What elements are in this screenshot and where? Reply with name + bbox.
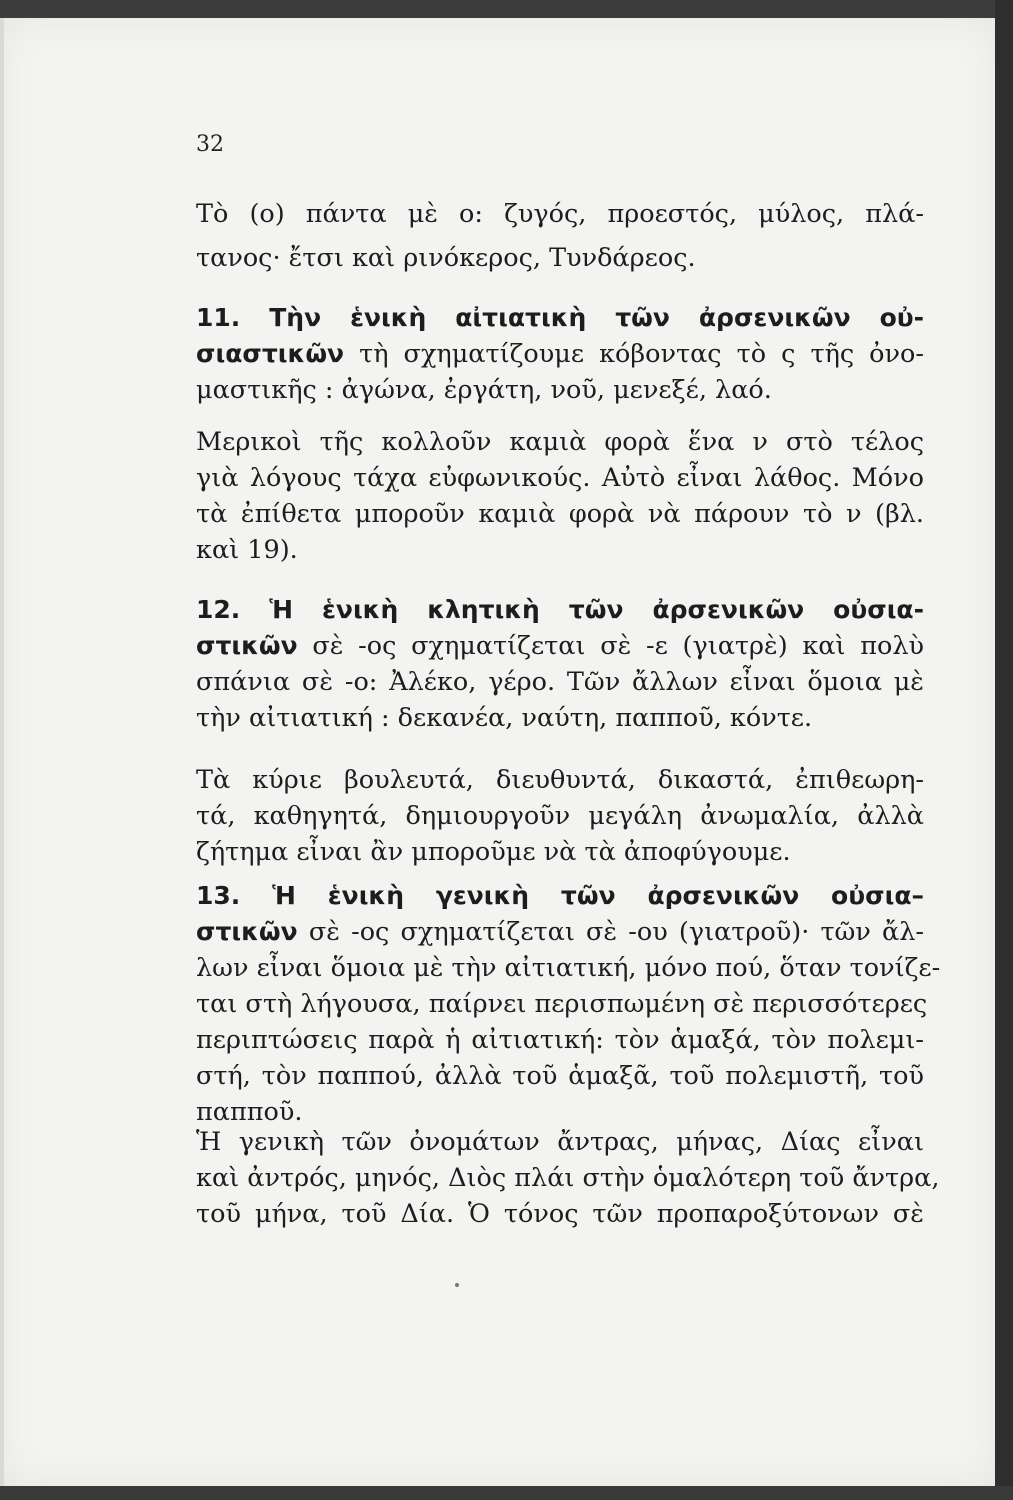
- text-fragment: τὴ σχηματίζουμε κόβοντας τὸ ς τῆς ὀνο-: [344, 339, 924, 369]
- text-line: στή, τὸν παππού, ἀλλὰ τοῦ ἁμαξᾶ, τοῦ πολεμιστῆ, τοῦ: [196, 1061, 924, 1091]
- text-line: μαστικῆς : ἀγώνα, ἐργάτη, νοῦ, μενεξέ, λαό.: [196, 375, 772, 405]
- text-line: ζήτημα εἶναι ἂν μποροῦμε νὰ τὰ ἀποφύγουμε.: [196, 837, 791, 867]
- scan-border-right: [995, 0, 1013, 1500]
- text-line: καὶ ἀντρός, μηνός, Διὸς πλάι στὴν ὁμαλότερη τοῦ ἄντρα,: [196, 1163, 940, 1193]
- text-line: τὴν αἰτιατική : δεκανέα, ναύτη, παπποῦ, κόντε.: [196, 703, 813, 733]
- scan-border-top: [0, 0, 1013, 18]
- text-line: [196, 628, 924, 664]
- section-number: 12.: [196, 595, 241, 624]
- text-line: τανος· ἔτσι καὶ ρινόκερος, Τυνδάρεος.: [196, 243, 696, 273]
- paragraph-1: [196, 196, 924, 276]
- section-12-heading: [196, 592, 924, 628]
- section-title-continued: στικῶν: [196, 917, 298, 946]
- section-11: [196, 300, 924, 408]
- print-speck: [455, 1283, 459, 1287]
- text-line: ται στὴ λήγουσα, παίρνει περισπωμένη σὲ περισσότερες: [196, 989, 928, 1019]
- text-line: παπποῦ.: [196, 1097, 303, 1127]
- text-line: τά, καθηγητά, δημιουργοῦν μεγάλη ἀνωμαλία, ἀλλὰ: [196, 801, 924, 831]
- text-line: Τὰ κύριε βουλευτά, διευθυντά, δικαστά, ἐπιθεωρη-: [196, 765, 924, 795]
- section-title-continued: σιαστικῶν: [196, 339, 345, 368]
- text-line: τοῦ μήνα, τοῦ Δία. Ὁ τόνος τῶν προπαροξύτονων σὲ: [196, 1199, 924, 1229]
- section-title-continued: στικῶν: [196, 631, 298, 660]
- text-line: σπάνια σὲ -ο: Ἀλέκο, γέρο. Τῶν ἄλλων εἶναι ὅμοια μὲ: [196, 667, 924, 697]
- text-fragment: σὲ -ος σχηματίζεται σὲ -ε (γιατρὲ) καὶ πολὺ: [297, 631, 924, 661]
- section-number: 13.: [196, 881, 241, 910]
- text-fragment: σὲ -ος σχηματίζεται σὲ -ου (γιατροῦ)· τῶν ἄλ-: [297, 917, 924, 947]
- text-line: λων εἶναι ὅμοια μὲ τὴν αἰτιατική, μόνο πού, ὅταν τονίζε-: [196, 953, 941, 983]
- scan-border-bottom: [0, 1486, 1013, 1500]
- paragraph-4: [196, 1124, 940, 1232]
- text-line: [196, 336, 924, 372]
- text-line: Τὸ (ο) πάντα μὲ ο: ζυγός, προεστός, μύλος, πλά-: [196, 199, 924, 229]
- text-line: καὶ 19).: [196, 535, 298, 565]
- section-11-heading: [196, 300, 924, 336]
- text-line: γιὰ λόγους τάχα εὐφωνικούς. Αὐτὸ εἶναι λάθος. Μόνο: [196, 463, 924, 493]
- section-number: 11.: [196, 303, 241, 332]
- section-12: [196, 592, 924, 736]
- text-line: τὰ ἐπίθετα μποροῦν καμιὰ φορὰ νὰ πάρουν τὸ ν (βλ.: [196, 499, 924, 529]
- section-13: [196, 878, 941, 1130]
- text-line: περιπτώσεις παρὰ ἡ αἰτιατική: τὸν ἁμαξά, τὸν πολεμι-: [196, 1025, 924, 1055]
- text-line: Μερικοὶ τῆς κολλοῦν καμιὰ φορὰ ἕνα ν στὸ τέλος: [196, 427, 924, 457]
- section-title: Ἡ ἑνικὴ κλητικὴ τῶν ἀρσενικῶν οὐσια-: [269, 595, 924, 624]
- section-title: Ἡ ἑνικὴ γενικὴ τῶν ἀρσενικῶν οὐσια–: [272, 881, 924, 910]
- paragraph-3: [196, 762, 924, 870]
- page-number: 32: [196, 132, 224, 157]
- page-edge: [0, 18, 4, 1486]
- paragraph-2: [196, 424, 924, 568]
- text-line: Ἡ γενικὴ τῶν ὀνομάτων ἄντρας, μήνας, Δίας εἶναι: [196, 1127, 924, 1157]
- section-title: Τὴν ἑνικὴ αἰτιατικὴ τῶν ἀρσενικῶν οὐ-: [269, 303, 924, 332]
- section-13-heading: [196, 878, 924, 914]
- text-line: [196, 914, 924, 950]
